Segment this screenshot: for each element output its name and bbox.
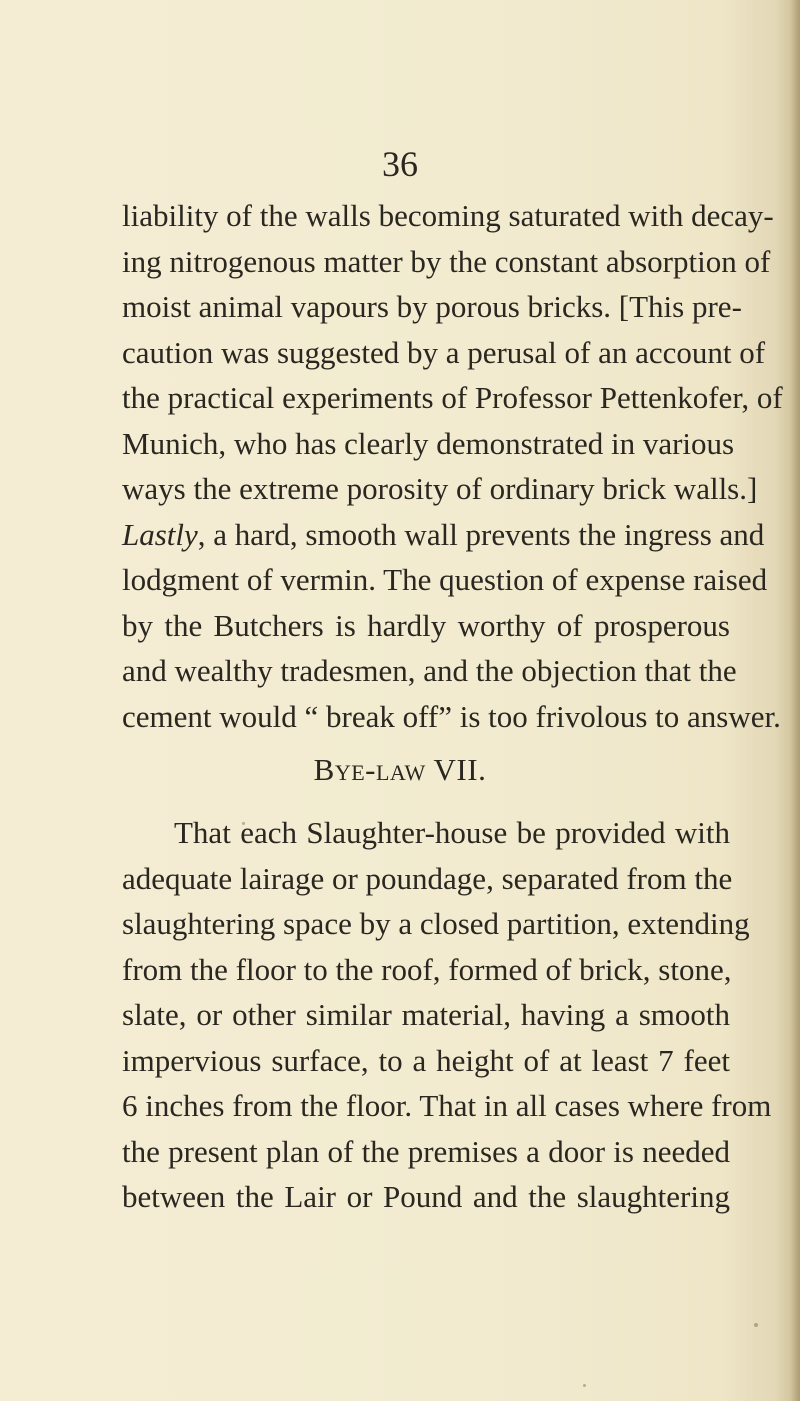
paragraph-1-line-12: cement would “ break off” is too frivolous to answer.: [122, 698, 781, 734]
paragraph-1-line-2: ing nitrogenous matter by the constant absorption of: [122, 243, 771, 279]
paragraph-1-line-9: lodgment of vermin. The question of expense raised: [122, 562, 768, 597]
page-edge-shadow: [790, 0, 800, 1401]
paragraph-2-line-6: impervious surface, to a height of at least 7 feet: [122, 1042, 730, 1078]
paragraph-2-line-1: That each Slaughter-house be provided with: [174, 815, 730, 850]
bye-law-heading: [280, 752, 520, 788]
paragraph-1-line-8: [122, 516, 765, 553]
paragraph-1-line-10: by the Butchers is hardly worthy of prosperous: [122, 607, 730, 643]
paragraph-1-line-6: Munich, who has clearly demonstrated in various: [122, 425, 735, 461]
paragraph-2-line-7: 6 inches from the floor. That in all cases where from: [122, 1088, 772, 1123]
paragraph-2-line-3: slaughtering space by a closed partition, extending: [122, 906, 750, 941]
paper-speck: [754, 1323, 758, 1327]
paragraph-2-line-8: the present plan of the premises a door is needed: [122, 1133, 730, 1169]
paper-speck: [242, 822, 245, 825]
paragraph-2-line-4: from the floor to the roof, formed of brick, stone,: [122, 951, 732, 987]
paragraph-1-line-1: liability of the walls becoming saturated with decay-: [122, 198, 774, 233]
paragraph-1-line-4: caution was suggested by a perusal of an account of: [122, 334, 766, 370]
page-number: 36: [382, 144, 418, 184]
heading-numeral: VII.: [433, 752, 487, 787]
paragraph-2-line-9: between the Lair or Pound and the slaughtering: [122, 1179, 730, 1214]
paragraph-1-line-8-rest: , a hard, smooth wall prevents the ingress and: [197, 516, 765, 552]
paper-speck: [583, 1384, 586, 1387]
paragraph-2-line-2: adequate lairage or poundage, separated from the: [122, 860, 733, 896]
heading-small-caps: ye-law: [334, 752, 426, 787]
paragraph-1-line-3: moist animal vapours by porous bricks. [This pre-: [122, 289, 742, 324]
italic-lastly: Lastly: [122, 516, 198, 552]
paragraph-1-line-11: and wealthy tradesmen, and the objection that the: [122, 653, 737, 688]
paragraph-1-line-5: the practical experiments of Professor Pettenkofer, of: [122, 380, 783, 415]
heading-first-letter: B: [313, 752, 335, 787]
paragraph-1-line-7: ways the extreme porosity of ordinary brick walls.]: [122, 471, 758, 506]
paragraph-2-line-5: slate, or other similar material, having a smooth: [122, 997, 730, 1032]
